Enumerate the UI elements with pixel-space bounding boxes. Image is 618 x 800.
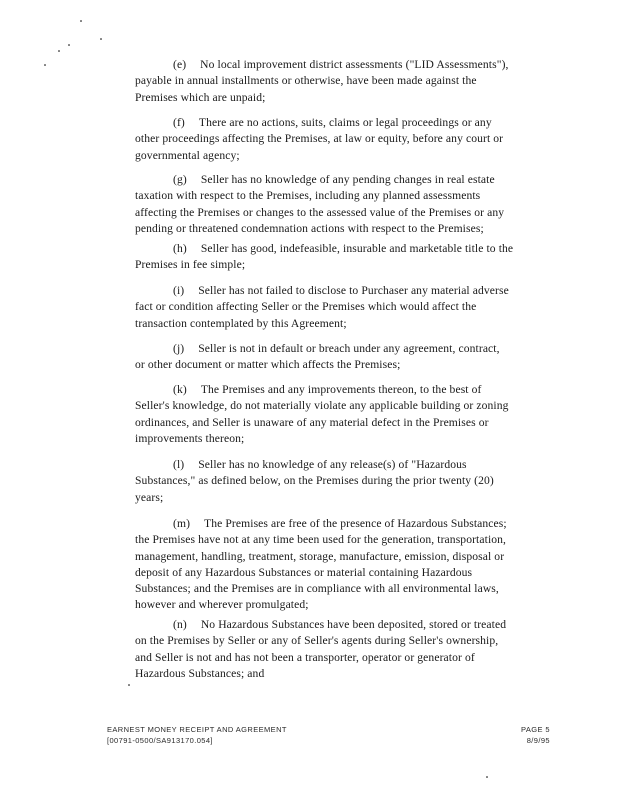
clause-text: Seller has not failed to disclose to Purchaser any material adverse <box>198 284 509 297</box>
clause-line: on the Premises by Seller or any of Seller's agents during Seller's ownership, <box>135 634 499 648</box>
clause-text: Seller has no knowledge of any pending changes in real estate <box>200 173 495 186</box>
clause-label: (l) <box>173 458 185 471</box>
clause-line: Substances," as defined below, on the Premises during the prior twenty (20) <box>135 474 494 488</box>
clause-line: Premises in fee simple; <box>135 258 246 272</box>
clause-line: other proceedings affecting the Premises, at law or equity, before any court or <box>135 132 504 146</box>
clause-l <box>135 457 565 506</box>
clause-line: transaction contemplated by this Agreement; <box>135 316 347 330</box>
clause-line <box>135 382 565 398</box>
clause-line <box>135 172 565 188</box>
clause-line: years; <box>135 490 164 504</box>
clause-line: governmental agency; <box>135 148 240 162</box>
clause-n <box>135 617 565 682</box>
clause-line: affecting the Premises or changes to the assessed value of the Premises or any <box>135 205 505 219</box>
clause-line: deposit of any Hazardous Substances or material containing Hazardous <box>135 565 473 579</box>
clause-line: or other document or matter which affects the Premises; <box>135 358 401 372</box>
clause-line <box>135 457 565 473</box>
clause-h <box>135 241 565 274</box>
clause-label: (k) <box>173 383 187 396</box>
footer-page-number: PAGE 5 <box>521 725 550 734</box>
clause-line: improvements thereon; <box>135 431 245 445</box>
clause-line <box>135 617 565 633</box>
clause-line: and Seller is not and has not been a transporter, operator or generator of <box>135 650 475 664</box>
clause-label: (i) <box>173 284 185 297</box>
clause-label: (n) <box>173 618 187 631</box>
clause-m <box>135 516 565 614</box>
footer-right <box>521 724 550 746</box>
clause-label: (f) <box>173 116 185 129</box>
footer-document-id: [00791-0500/SA913170.054] <box>107 736 213 745</box>
footer-left <box>107 724 287 746</box>
clause-j <box>135 341 565 374</box>
scan-speck <box>80 20 82 22</box>
clause-line: however and wherever promulgated; <box>135 598 309 612</box>
clause-text: The Premises are free of the presence of Hazardous Substances; <box>204 517 507 530</box>
clause-f <box>135 115 565 164</box>
scan-speck <box>100 38 102 40</box>
clause-line <box>135 115 565 131</box>
clause-label: (j) <box>173 342 185 355</box>
clause-text: No Hazardous Substances have been deposited, stored or treated <box>200 618 507 631</box>
scan-speck <box>128 684 130 686</box>
clause-line <box>135 241 565 257</box>
clause-line: pending or threatened condemnation actions with respect to the Premises; <box>135 221 484 235</box>
scan-speck <box>486 776 488 778</box>
clause-line: Seller's knowledge, do not materially violate any applicable building or zoning <box>135 399 509 413</box>
clause-text: The Premises and any improvements thereon, to the best of <box>200 383 482 396</box>
clause-line: Substances; and the Premises are in compliance with all environmental laws, <box>135 582 499 596</box>
clause-g <box>135 172 565 237</box>
clause-line: Hazardous Substances; and <box>135 666 265 680</box>
scan-speck <box>44 64 46 66</box>
clause-text: No local improvement district assessments ("LID Assessments"), <box>200 58 509 71</box>
clause-line <box>135 341 565 357</box>
clause-label: (h) <box>173 242 187 255</box>
clause-line: taxation with respect to the Premises, including any planned assessments <box>135 189 481 203</box>
clause-line: management, handling, treatment, storage, manufacture, emission, disposal or <box>135 549 505 563</box>
footer-document-title: EARNEST MONEY RECEIPT AND AGREEMENT <box>107 725 287 734</box>
clause-k <box>135 382 565 447</box>
clause-line <box>135 283 565 299</box>
clause-i <box>135 283 565 332</box>
clause-text: There are no actions, suits, claims or legal proceedings or any <box>198 116 492 129</box>
clause-line: the Premises have not at any time been used for the generation, transportation, <box>135 533 507 547</box>
clause-text: Seller has no knowledge of any release(s) of "Hazardous <box>198 458 467 471</box>
footer-date: 8/9/95 <box>526 736 550 745</box>
scan-speck <box>58 50 60 52</box>
clause-line: Premises which are unpaid; <box>135 90 266 104</box>
clause-line <box>135 516 565 532</box>
clause-line: fact or condition affecting Seller or the Premises which would affect the <box>135 300 477 314</box>
clause-label: (e) <box>173 58 187 71</box>
clause-e <box>135 57 565 106</box>
clause-label: (m) <box>173 517 191 530</box>
clause-line: payable in annual installments or otherwise, have been made against the <box>135 74 477 88</box>
clause-line <box>135 57 565 73</box>
clause-text: Seller is not in default or breach under any agreement, contract, <box>198 342 500 355</box>
clause-line: ordinances, and Seller is unaware of any material defect in the Premises or <box>135 415 489 429</box>
clause-label: (g) <box>173 173 187 186</box>
clause-text: Seller has good, indefeasible, insurable and marketable title to the <box>200 242 514 255</box>
scan-speck <box>68 44 70 46</box>
